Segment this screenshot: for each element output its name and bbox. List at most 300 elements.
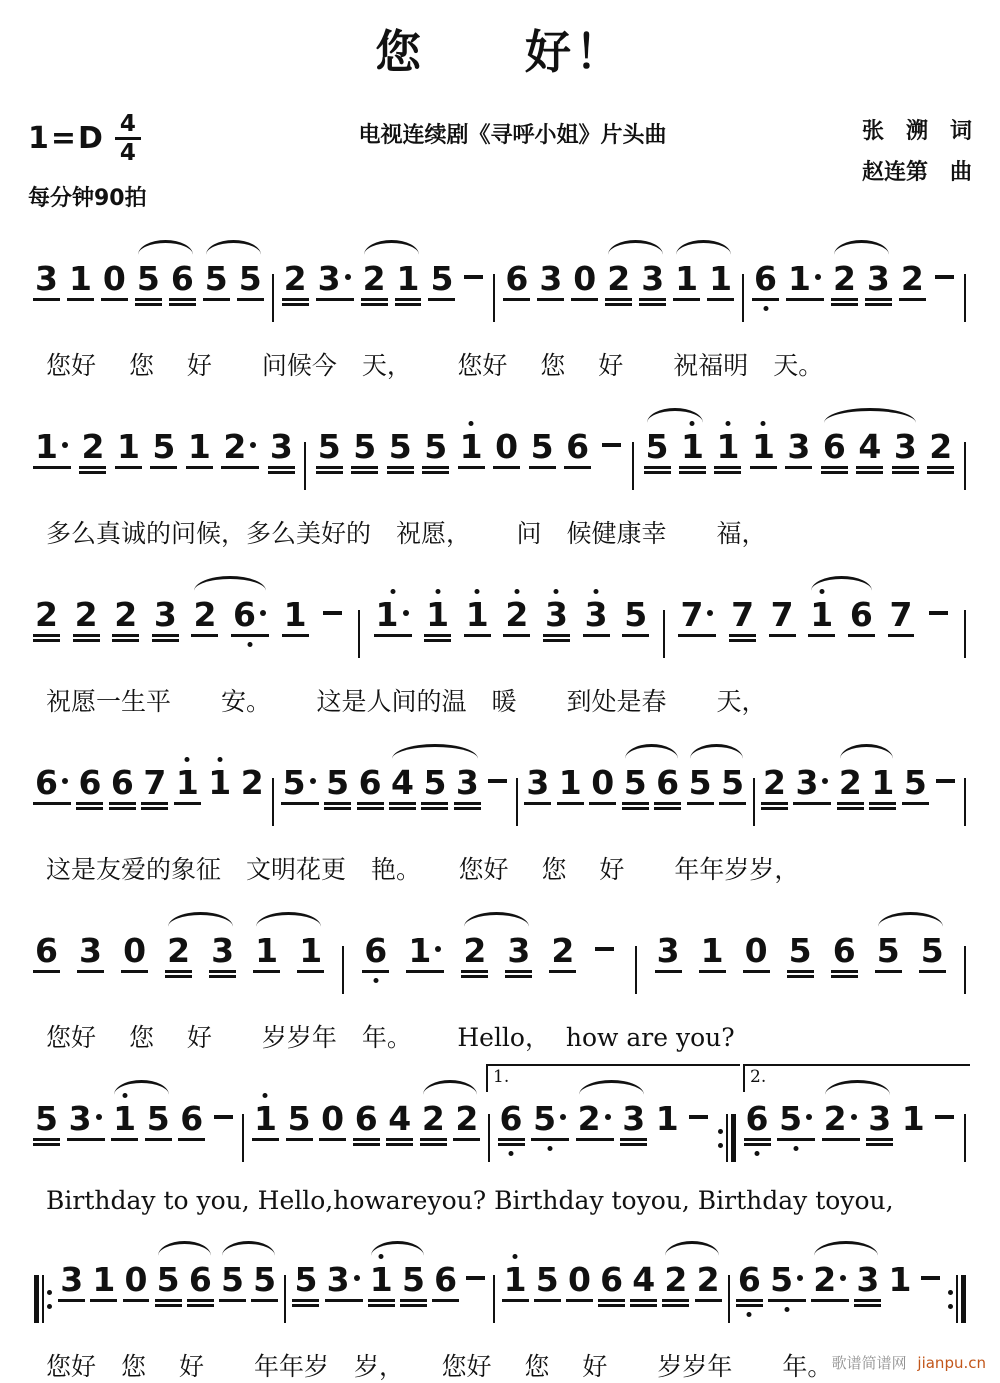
note bbox=[421, 1099, 446, 1139]
barline-thin bbox=[956, 1275, 958, 1323]
note-number: 6 bbox=[499, 1099, 523, 1139]
augmentation-dot bbox=[840, 1275, 846, 1281]
note bbox=[606, 259, 631, 299]
note bbox=[920, 931, 945, 971]
slur-arc bbox=[608, 240, 663, 255]
note-number: 6 bbox=[364, 931, 388, 971]
note-body bbox=[390, 763, 415, 803]
note bbox=[433, 1260, 458, 1300]
dash-mark bbox=[935, 275, 954, 279]
note-body bbox=[433, 1260, 458, 1300]
volta-label: 1. bbox=[493, 1067, 510, 1088]
note bbox=[506, 931, 531, 971]
note-number: 0 bbox=[591, 763, 615, 803]
note-number: 6 bbox=[358, 763, 382, 803]
note-body bbox=[794, 763, 830, 803]
note-body bbox=[240, 763, 265, 803]
note-number: 1 bbox=[558, 763, 582, 803]
barline bbox=[358, 610, 360, 658]
note bbox=[663, 1260, 688, 1300]
note-number: 3 bbox=[584, 595, 608, 635]
note bbox=[77, 763, 102, 803]
note-body bbox=[77, 763, 102, 803]
note-number: 3 bbox=[795, 763, 819, 803]
barline-mark bbox=[304, 442, 306, 490]
note-body bbox=[715, 427, 740, 467]
dash-mark bbox=[323, 611, 342, 615]
note bbox=[151, 427, 176, 467]
note-number: 1 bbox=[255, 931, 279, 971]
note-body bbox=[34, 763, 70, 803]
note-body bbox=[282, 763, 318, 803]
note-body bbox=[590, 763, 615, 803]
barline-mark bbox=[493, 1275, 495, 1323]
note bbox=[679, 595, 715, 635]
augmentation-dot bbox=[707, 610, 713, 616]
slur-arc bbox=[371, 1241, 424, 1256]
note-number: 5 bbox=[294, 1260, 318, 1300]
note bbox=[68, 1099, 104, 1139]
note-number: 1 bbox=[901, 1099, 925, 1139]
note bbox=[778, 1099, 814, 1139]
augmentation-dot bbox=[62, 442, 68, 448]
note-body bbox=[832, 259, 857, 299]
note-body bbox=[34, 427, 70, 467]
score-body bbox=[28, 238, 972, 1383]
composer-credit: 赵连第 曲 bbox=[861, 159, 972, 185]
barline-thick bbox=[961, 1275, 966, 1323]
note-number: 1 bbox=[459, 427, 483, 467]
note-body bbox=[838, 763, 863, 803]
note-number: 5 bbox=[253, 1260, 277, 1300]
note bbox=[538, 259, 563, 299]
slur-arc bbox=[114, 1080, 169, 1095]
note-number: 0 bbox=[567, 1260, 591, 1300]
note-body bbox=[293, 1260, 318, 1300]
slur-arc bbox=[256, 912, 321, 927]
note-number: 1 bbox=[810, 595, 834, 635]
note-body bbox=[494, 427, 519, 467]
note-body bbox=[358, 763, 383, 803]
note-body bbox=[465, 595, 490, 635]
note-number: 3 bbox=[656, 931, 680, 971]
repeat-dot bbox=[718, 1143, 723, 1148]
note bbox=[737, 1260, 762, 1300]
note bbox=[34, 1099, 59, 1139]
note bbox=[74, 595, 99, 635]
dash-mark bbox=[602, 443, 621, 447]
note-body bbox=[679, 595, 715, 635]
note-number: 5 bbox=[35, 1099, 58, 1139]
note-body bbox=[655, 1099, 680, 1139]
note-body bbox=[252, 1260, 277, 1300]
note bbox=[535, 1260, 560, 1300]
note-number: 5 bbox=[282, 763, 306, 803]
note-number: 0 bbox=[123, 931, 147, 971]
note-body bbox=[232, 595, 268, 635]
note-number: 1 bbox=[465, 595, 489, 635]
note-body bbox=[116, 427, 141, 467]
note-body bbox=[388, 427, 413, 467]
note bbox=[631, 1260, 656, 1300]
note bbox=[207, 763, 232, 803]
end-repeat-sign bbox=[718, 1114, 736, 1162]
augmentation-dot bbox=[62, 778, 68, 784]
time-signature bbox=[115, 112, 141, 165]
note bbox=[787, 259, 823, 299]
barline-mark bbox=[728, 1275, 730, 1323]
note-body bbox=[645, 427, 670, 467]
key-tempo-block bbox=[28, 112, 243, 212]
note bbox=[34, 259, 59, 299]
note-body bbox=[504, 595, 529, 635]
note bbox=[696, 1260, 721, 1300]
note-number: 5 bbox=[220, 1260, 244, 1300]
note bbox=[175, 763, 200, 803]
note-number: 5 bbox=[770, 1260, 794, 1300]
note-number: 1 bbox=[396, 259, 420, 299]
note bbox=[254, 931, 279, 971]
note bbox=[532, 1099, 568, 1139]
note bbox=[674, 259, 699, 299]
barline-mark bbox=[964, 778, 966, 826]
note-body bbox=[253, 1099, 278, 1139]
note-number: 1 bbox=[681, 427, 704, 467]
note bbox=[238, 259, 263, 299]
note bbox=[188, 1260, 213, 1300]
note bbox=[503, 1260, 528, 1300]
note-body bbox=[375, 595, 411, 635]
note bbox=[753, 259, 778, 299]
note-number: 4 bbox=[391, 763, 414, 803]
slur-arc bbox=[878, 912, 943, 927]
barline-thin bbox=[42, 1275, 44, 1323]
note bbox=[599, 1260, 624, 1300]
note-body bbox=[656, 931, 681, 971]
note-number: 2 bbox=[193, 595, 217, 635]
augmentation-dot bbox=[345, 274, 351, 280]
note-number: 3 bbox=[856, 1260, 880, 1300]
note-body bbox=[322, 598, 343, 631]
note-number: 0 bbox=[495, 427, 519, 467]
note-body bbox=[770, 595, 795, 635]
note bbox=[192, 595, 217, 635]
note-body bbox=[142, 763, 167, 803]
note-number: 1 bbox=[408, 931, 432, 971]
note-body bbox=[538, 259, 563, 299]
score-line bbox=[34, 406, 966, 550]
note-number: 5 bbox=[920, 931, 944, 971]
note bbox=[269, 427, 294, 467]
slur-arc bbox=[222, 1241, 275, 1256]
note-body bbox=[769, 1260, 805, 1300]
note-number: 5 bbox=[535, 1260, 559, 1300]
octave-dot-below bbox=[248, 642, 253, 647]
note bbox=[34, 931, 59, 971]
note-body bbox=[867, 1099, 892, 1139]
note-number: 3 bbox=[641, 259, 665, 299]
note-body bbox=[786, 427, 811, 467]
note-number: 6 bbox=[354, 1099, 378, 1139]
note bbox=[823, 1099, 859, 1139]
augmentation-dot bbox=[354, 1275, 360, 1281]
note bbox=[156, 1260, 181, 1300]
note-body bbox=[889, 595, 914, 635]
repeat-dots bbox=[718, 1114, 723, 1162]
augmentation-dot bbox=[260, 610, 266, 616]
note-number: 3 bbox=[539, 259, 563, 299]
note-number: 5 bbox=[204, 259, 228, 299]
note-body bbox=[934, 1102, 955, 1135]
score-line bbox=[34, 742, 966, 886]
note bbox=[577, 1099, 613, 1139]
barline bbox=[632, 442, 634, 490]
note-body bbox=[396, 259, 421, 299]
note-number: 3 bbox=[507, 931, 531, 971]
octave-dot-below bbox=[509, 1151, 514, 1156]
note-number: 5 bbox=[779, 1099, 803, 1139]
dash-note bbox=[601, 430, 622, 463]
note-number: 3 bbox=[868, 1099, 892, 1139]
note bbox=[422, 763, 447, 803]
note bbox=[751, 427, 776, 467]
note-number: 1 bbox=[299, 931, 323, 971]
note-number: 3 bbox=[68, 1099, 92, 1139]
note-body bbox=[210, 931, 235, 971]
note-body bbox=[287, 1099, 312, 1139]
note-number: 1 bbox=[888, 1260, 912, 1300]
note bbox=[454, 1099, 479, 1139]
note bbox=[499, 1099, 524, 1139]
barline bbox=[272, 778, 274, 826]
note-body bbox=[812, 1260, 848, 1300]
augmentation-dot bbox=[250, 442, 256, 448]
note-number: 2 bbox=[35, 595, 58, 635]
note bbox=[363, 931, 388, 971]
dash-note bbox=[928, 598, 949, 631]
song-title: 您 好！ bbox=[375, 25, 625, 79]
note-body bbox=[499, 1099, 524, 1139]
notes-row bbox=[34, 238, 966, 330]
note-body bbox=[623, 595, 648, 635]
note-number: 0 bbox=[124, 1260, 148, 1300]
note-number: 1 bbox=[716, 427, 740, 467]
lyrics-row: 您好 您 好 问候今 天， 您好 您 好 祝福明 天。 bbox=[46, 351, 824, 381]
note-body bbox=[170, 259, 195, 299]
note bbox=[832, 259, 857, 299]
note-body bbox=[487, 766, 508, 799]
repeat-dot bbox=[47, 1290, 52, 1295]
note bbox=[857, 427, 882, 467]
begin-repeat-sign bbox=[34, 1275, 52, 1323]
note-body bbox=[422, 763, 447, 803]
barline bbox=[964, 442, 966, 490]
note-body bbox=[621, 1099, 646, 1139]
augmentation-dot bbox=[403, 610, 409, 616]
note bbox=[34, 595, 59, 635]
note-number: 3 bbox=[211, 931, 235, 971]
note-body bbox=[935, 766, 956, 799]
slur-arc bbox=[840, 744, 893, 759]
note-number: 2 bbox=[813, 1260, 837, 1300]
note-body bbox=[928, 598, 949, 631]
note-body bbox=[462, 931, 487, 971]
note bbox=[59, 1260, 84, 1300]
note-body bbox=[363, 931, 388, 971]
slur-arc bbox=[194, 576, 266, 591]
note-body bbox=[110, 763, 135, 803]
note-number: 3 bbox=[544, 595, 568, 635]
barline bbox=[964, 274, 966, 322]
note-number: 6 bbox=[110, 763, 134, 803]
note-body bbox=[572, 259, 597, 299]
note-number: 1 bbox=[503, 1260, 527, 1300]
barline-mark bbox=[632, 442, 634, 490]
barline bbox=[272, 274, 274, 322]
note-body bbox=[298, 931, 323, 971]
note-number: 2 bbox=[114, 595, 138, 635]
note-body bbox=[112, 1099, 137, 1139]
note bbox=[142, 763, 167, 803]
note-body bbox=[525, 763, 550, 803]
note-body bbox=[506, 931, 531, 971]
rest-note bbox=[744, 931, 769, 971]
note-number: 1 bbox=[655, 1099, 679, 1139]
augmentation-dot bbox=[435, 946, 441, 952]
note bbox=[838, 763, 863, 803]
note-body bbox=[78, 931, 103, 971]
note-number: 2 bbox=[664, 1260, 688, 1300]
dash-note bbox=[934, 1102, 955, 1135]
octave-dot-above bbox=[475, 589, 480, 594]
note bbox=[325, 763, 350, 803]
note-body bbox=[688, 1102, 709, 1135]
note bbox=[390, 763, 415, 803]
note bbox=[530, 427, 555, 467]
slur-arc bbox=[168, 912, 233, 927]
note bbox=[656, 931, 681, 971]
note bbox=[809, 595, 834, 635]
repeat-dots bbox=[948, 1275, 953, 1323]
barline bbox=[488, 1114, 490, 1162]
note-number: 0 bbox=[102, 259, 126, 299]
octave-dot-above bbox=[185, 757, 190, 762]
note bbox=[893, 427, 918, 467]
note-number: 1 bbox=[254, 1099, 277, 1139]
octave-dot-below bbox=[747, 1312, 752, 1317]
score-line bbox=[34, 1239, 966, 1383]
note-number: 1 bbox=[283, 595, 307, 635]
note-body bbox=[91, 1260, 116, 1300]
note-number: 1 bbox=[369, 1260, 393, 1300]
note-body bbox=[34, 1099, 59, 1139]
note-number: 5 bbox=[623, 763, 647, 803]
note-number: 2 bbox=[696, 1260, 720, 1300]
note-number: 6 bbox=[170, 259, 194, 299]
note bbox=[928, 427, 953, 467]
octave-dot-below bbox=[548, 1146, 553, 1151]
note bbox=[317, 259, 353, 299]
note-body bbox=[809, 595, 834, 635]
note-number: 0 bbox=[321, 1099, 345, 1139]
note bbox=[558, 763, 583, 803]
note-body bbox=[696, 1260, 721, 1300]
repeat-dot bbox=[948, 1290, 953, 1295]
note bbox=[388, 427, 413, 467]
note-body bbox=[188, 1260, 213, 1300]
note-body bbox=[778, 1099, 814, 1139]
note-body bbox=[849, 595, 874, 635]
note-number: 2 bbox=[240, 763, 264, 803]
note-body bbox=[903, 763, 928, 803]
note-number: 3 bbox=[787, 427, 811, 467]
note-body bbox=[317, 427, 342, 467]
note bbox=[375, 595, 411, 635]
song-subtitle: 电视连续剧《寻呼小姐》片头曲 bbox=[358, 123, 667, 148]
note-body bbox=[325, 763, 350, 803]
augmentation-dot bbox=[797, 1275, 803, 1281]
note bbox=[762, 763, 787, 803]
note bbox=[900, 259, 925, 299]
note-body bbox=[503, 1260, 528, 1300]
note-body bbox=[751, 427, 776, 467]
note-body bbox=[565, 427, 590, 467]
note-body bbox=[753, 259, 778, 299]
dash-mark bbox=[921, 1276, 940, 1280]
note-body bbox=[558, 763, 583, 803]
note bbox=[730, 595, 755, 635]
note bbox=[655, 1099, 680, 1139]
note-number: 5 bbox=[903, 763, 927, 803]
note-body bbox=[504, 259, 529, 299]
note bbox=[822, 427, 847, 467]
time-signature-denominator: 4 bbox=[119, 140, 136, 167]
octave-dot-above bbox=[725, 421, 730, 426]
note-body bbox=[153, 595, 178, 635]
slur-arc bbox=[690, 744, 743, 759]
barline-mark bbox=[964, 274, 966, 322]
note-number: 2 bbox=[607, 259, 631, 299]
barline-mark bbox=[964, 442, 966, 490]
note-body bbox=[220, 1260, 245, 1300]
octave-dot-above bbox=[469, 421, 474, 426]
octave-dot-below bbox=[785, 1307, 790, 1312]
barline-mark bbox=[516, 778, 518, 826]
note bbox=[362, 259, 387, 299]
augmentation-dot bbox=[96, 1114, 102, 1120]
lyrics-row: 这是友爱的象征 文明花更 艳。 您好 您 好 年年岁岁， bbox=[46, 855, 800, 885]
note bbox=[640, 259, 665, 299]
note-body bbox=[870, 763, 895, 803]
barline-thin bbox=[726, 1114, 728, 1162]
note bbox=[68, 259, 93, 299]
note-body bbox=[175, 763, 200, 803]
notes-row bbox=[34, 742, 966, 834]
octave-dot-above bbox=[761, 421, 766, 426]
note bbox=[623, 595, 648, 635]
dash-mark bbox=[464, 275, 483, 279]
note bbox=[222, 427, 258, 467]
note bbox=[146, 1099, 171, 1139]
note-number: 2 bbox=[167, 931, 191, 971]
watermark-url: jianpu.cn bbox=[917, 1354, 986, 1373]
note bbox=[153, 595, 178, 635]
note-number: 1 bbox=[700, 931, 724, 971]
note bbox=[112, 1099, 137, 1139]
note-number: 5 bbox=[326, 763, 350, 803]
note-body bbox=[156, 1260, 181, 1300]
barline bbox=[964, 778, 966, 826]
